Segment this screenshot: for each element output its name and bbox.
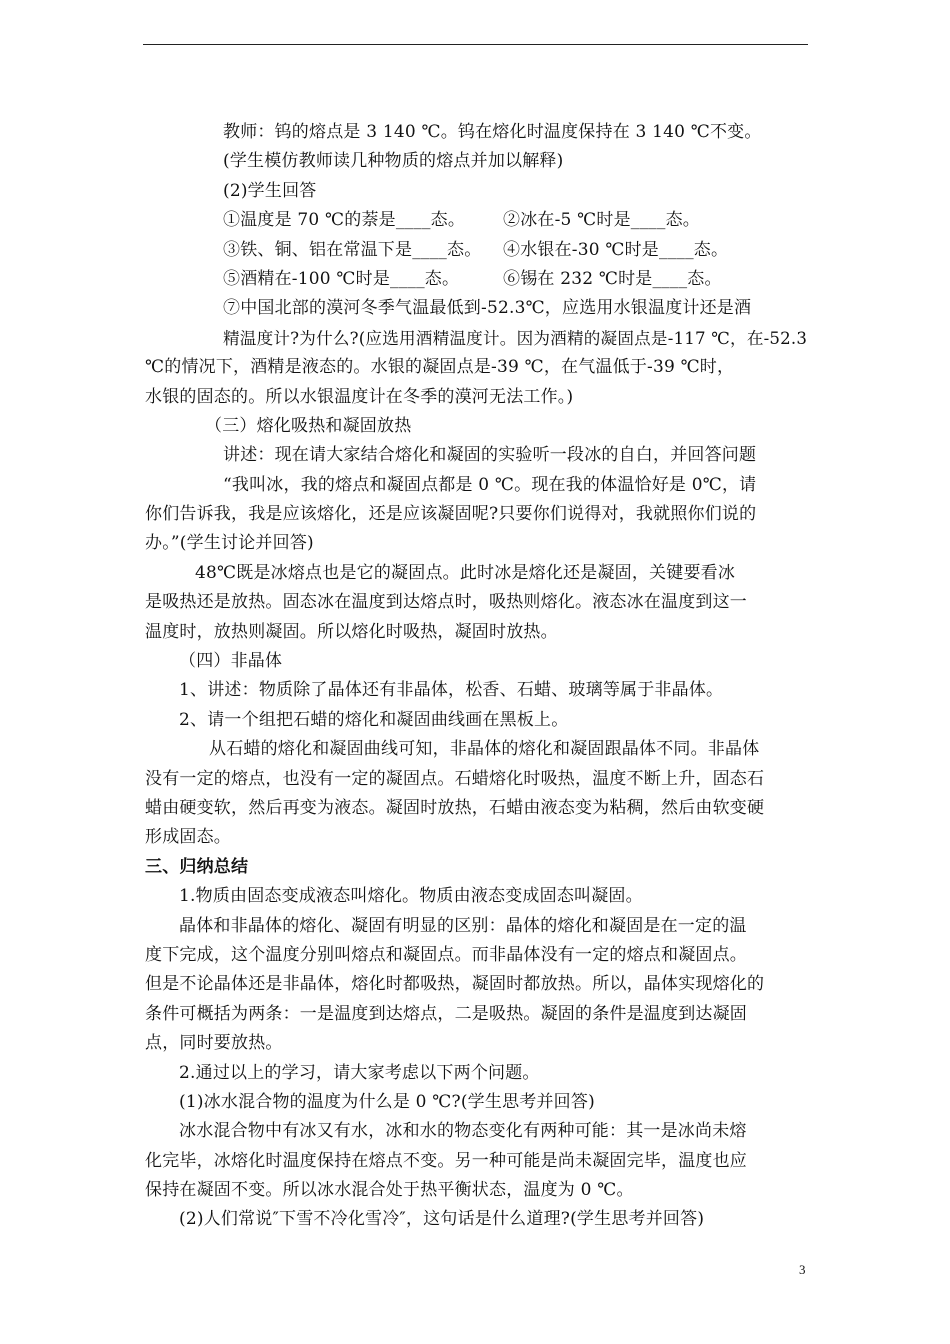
text-line: “我叫冰，我的熔点和凝固点都是 0 ℃。现在我的体温恰好是 0℃，请 [223, 474, 757, 495]
text-line: (2)人们常说″下雪不冷化雪冷″，这句话是什么道理?(学生思考并回答) [179, 1209, 705, 1230]
question-item: ④水银在-30 ℃时是____态。 [503, 239, 729, 260]
question-item: ⑤酒精在-100 ℃时是____态。 [223, 268, 460, 289]
text-line: 蜡由硬变软，然后再变为液态。凝固时放热，石蜡由液态变为粘稠，然后由软变硬 [145, 797, 765, 818]
text-line: ⑦中国北部的漠河冬季气温最低到-52.3℃，应选用水银温度计还是酒 [223, 298, 752, 319]
text-line: 2、请一个组把石蜡的熔化和凝固曲线画在黑板上。 [179, 709, 569, 730]
text-line: 讲述：现在请大家结合熔化和凝固的实验听一段冰的自白，并回答问题 [223, 445, 757, 466]
text-line: 冰水混合物中有冰又有水，冰和水的物态变化有两种可能：其一是冰尚未熔 [179, 1121, 747, 1142]
text-line: 你们告诉我，我是应该熔化，还是应该凝固呢?只要你们说得对，我就照你们说的 [145, 504, 757, 525]
text-line: 1.物质由固态变成液态叫熔化。物质由液态变成固态叫凝固。 [179, 886, 643, 907]
text-line: 条件可概括为两条：一是温度到达熔点，二是吸热。凝固的条件是温度到达凝固 [145, 1003, 747, 1024]
text-line: 教师：钨的熔点是 3 140 ℃。钨在熔化时温度保持在 3 140 ℃不变。 [223, 122, 762, 142]
text-line: 保持在凝固不变。所以冰水混合处于热平衡状态，温度为 0 ℃。 [145, 1180, 634, 1201]
text-line: 办。”(学生讨论并回答) [145, 533, 314, 554]
text-line: 精温度计?为什么?(应选用酒精温度计。因为酒精的凝固点是-117 ℃，在-52.3 [223, 328, 808, 348]
text-line: 形成固态。 [145, 827, 231, 848]
text-line: 1、讲述：物质除了晶体还有非晶体，松香、石蜡、玻璃等属于非晶体。 [179, 680, 724, 701]
section-heading: 三、归纳总结 [145, 856, 249, 877]
document-body [145, 118, 807, 1235]
question-item: ②冰在-5 ℃时是____态。 [503, 210, 700, 231]
page-number: 3 [799, 1262, 806, 1277]
text-line: (2)学生回答 [223, 180, 317, 201]
question-row [145, 206, 807, 235]
text-line: 度下完成，这个温度分别叫熔点和凝固点。而非晶体没有一定的熔点和凝固点。 [145, 944, 747, 965]
header-rule [143, 44, 808, 45]
section-heading: （三）熔化吸热和凝固放热 [205, 415, 412, 436]
question-row [145, 265, 807, 294]
text-line: 没有一定的熔点，也没有一定的凝固点。石蜡熔化时吸热，温度不断上升，固态石 [145, 768, 765, 789]
text-line: 但是不论晶体还是非晶体，熔化时都吸热，凝固时都放热。所以，晶体实现熔化的 [145, 974, 765, 995]
text-line: ℃的情况下，酒精是液态的。水银的凝固点是-39 ℃，在气温低于-39 ℃时， [145, 357, 735, 378]
text-line: 晶体和非晶体的熔化、凝固有明显的区别：晶体的熔化和凝固是在一定的温 [179, 915, 747, 936]
text-line: 水银的固态的。所以水银温度计在冬季的漠河无法工作。) [145, 386, 574, 407]
question-item: ③铁、铜、铝在常温下是____态。 [223, 239, 482, 260]
section-heading: （四）非晶体 [179, 651, 283, 672]
text-line: 从石蜡的熔化和凝固曲线可知，非晶体的熔化和凝固跟晶体不同。非晶体 [209, 739, 760, 760]
question-row [145, 236, 807, 265]
text-line: (1)冰水混合物的温度为什么是 0 ℃?(学生思考并回答) [179, 1091, 595, 1112]
question-item: ⑥锡在 232 ℃时是____态。 [503, 268, 722, 289]
text-line: 温度时，放热则凝固。所以熔化时吸热，凝固时放热。 [145, 621, 558, 642]
text-line: 2.通过以上的学习，请大家考虑以下两个问题。 [179, 1062, 540, 1083]
text-line: 化完毕，冰熔化时温度保持在熔点不变。另一种可能是尚未凝固完毕，温度也应 [145, 1150, 747, 1171]
question-item: ①温度是 70 ℃的萘是____态。 [223, 210, 466, 231]
text-line: 是吸热还是放热。固态冰在温度到达熔点时，吸热则熔化。液态冰在温度到这一 [145, 592, 747, 613]
text-line: 点，同时要放热。 [145, 1033, 283, 1054]
text-line: (学生模仿教师读几种物质的熔点并加以解释) [223, 151, 564, 172]
text-line: 48℃既是冰熔点也是它的凝固点。此时冰是熔化还是凝固，关键要看冰 [195, 562, 736, 583]
